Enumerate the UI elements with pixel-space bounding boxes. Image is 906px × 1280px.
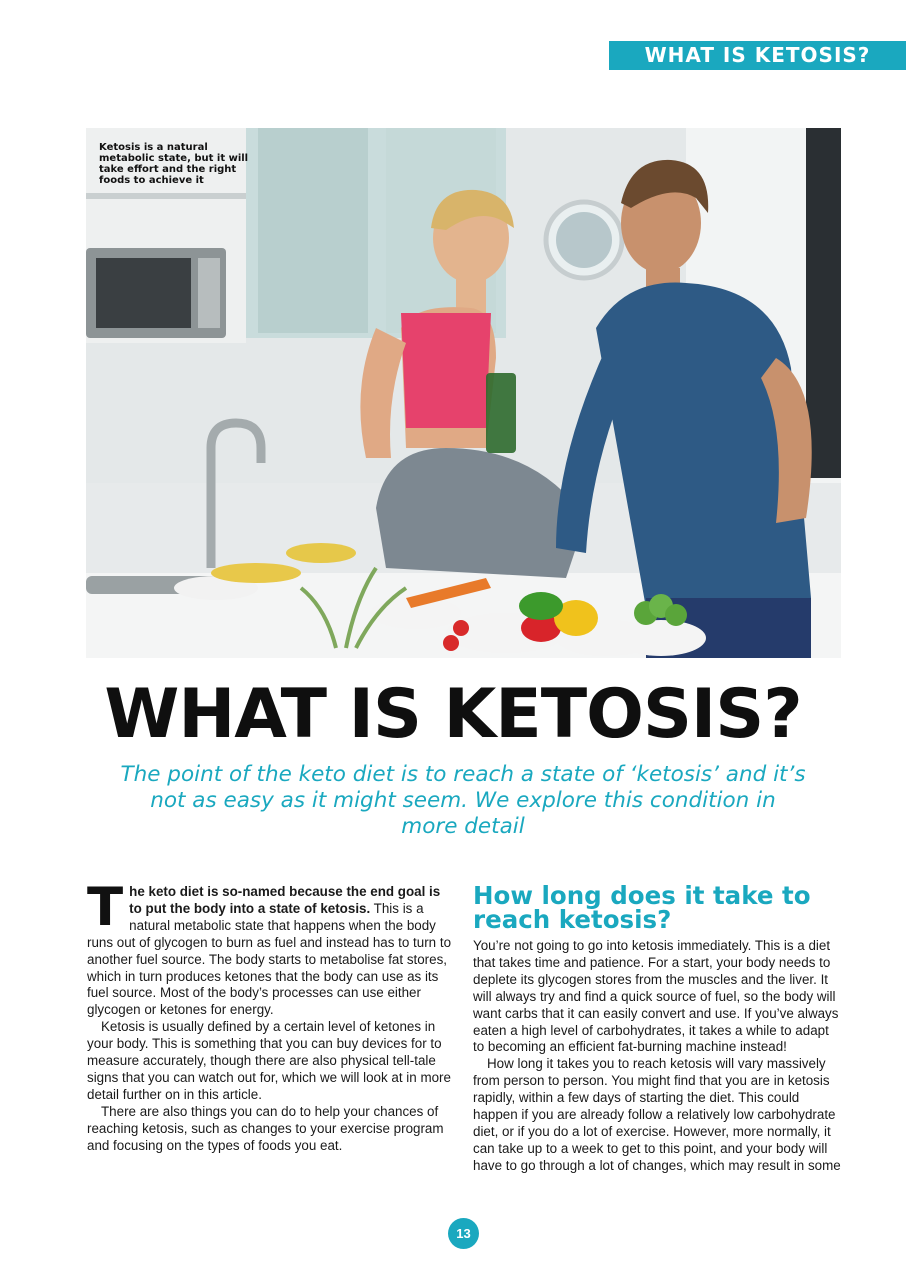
page-number-badge: 13 (448, 1218, 479, 1249)
body-paragraph: You’re not going to go into ketosis immediately. This is a diet that takes time and patience. For a start, your body needs to deplete its glycogen stores from the muscles and the liver. It will always try and find a quick source of fuel, so the body will want carbs that it can easily convert and use. If you’ve always eaten a high level of carbohydrates, it takes a while to adapt to becoming an efficient fat-burning machine instead! (473, 938, 839, 1055)
left-column (87, 877, 455, 1155)
section-header-tab: WHAT IS KETOSIS? (609, 41, 906, 70)
article-title: WHAT IS KETOSIS? (104, 675, 802, 754)
body-paragraph: How long it takes you to reach ketosis will vary massively from person to person. You might find that you are in ketosis rapidly, within a few days of starting the diet. This could happen if you are already follow a relatively low carbohydrate diet, or if you do a lot of exercise. However, more normally, it can take up to a week to get to this point, and your body will have to go through a lot of changes, which may result in some (473, 1056, 841, 1173)
lead-bold-text: he keto diet is so-named because the end goal is to put the body into a state of ketosis. (129, 884, 441, 916)
lead-paragraph (87, 877, 455, 1019)
article-standfirst: The point of the keto diet is to reach a state of ‘ketosis’ and it’s not as easy as it might seem. We explore this condition in more detail (120, 762, 806, 839)
right-column (473, 881, 841, 1175)
photo-illustration (86, 128, 841, 658)
body-paragraph: Ketosis is usually defined by a certain level of ketones in your body. This is something that you can buy devices for to measure accurately, though there are also physical tell-tale signs that you can watch out for, which we will look at in more detail further on in this article. (87, 1019, 451, 1102)
kitchen-couple-photo (86, 128, 841, 658)
subheading: How long does it take to reach ketosis? (473, 881, 811, 934)
body-paragraph: There are also things you can do to help your chances of reaching ketosis, such as changes to your exercise program and focusing on the types of foods you eat. (87, 1103, 444, 1153)
dropcap: T (87, 877, 124, 938)
lead-text: This is a natural metabolic state that happens when the body runs out of glycogen to burn as fuel and instead has to turn to another fuel source. The body starts to metabolise fat stores, which in turn produces ketones that the body can use as its fuel source. Most of the body’s processes can use either glycogen or ketones for energy. (87, 900, 452, 1018)
photo-caption: Ketosis is a natural metabolic state, but it will take effort and the right foods to achieve it (99, 142, 249, 186)
